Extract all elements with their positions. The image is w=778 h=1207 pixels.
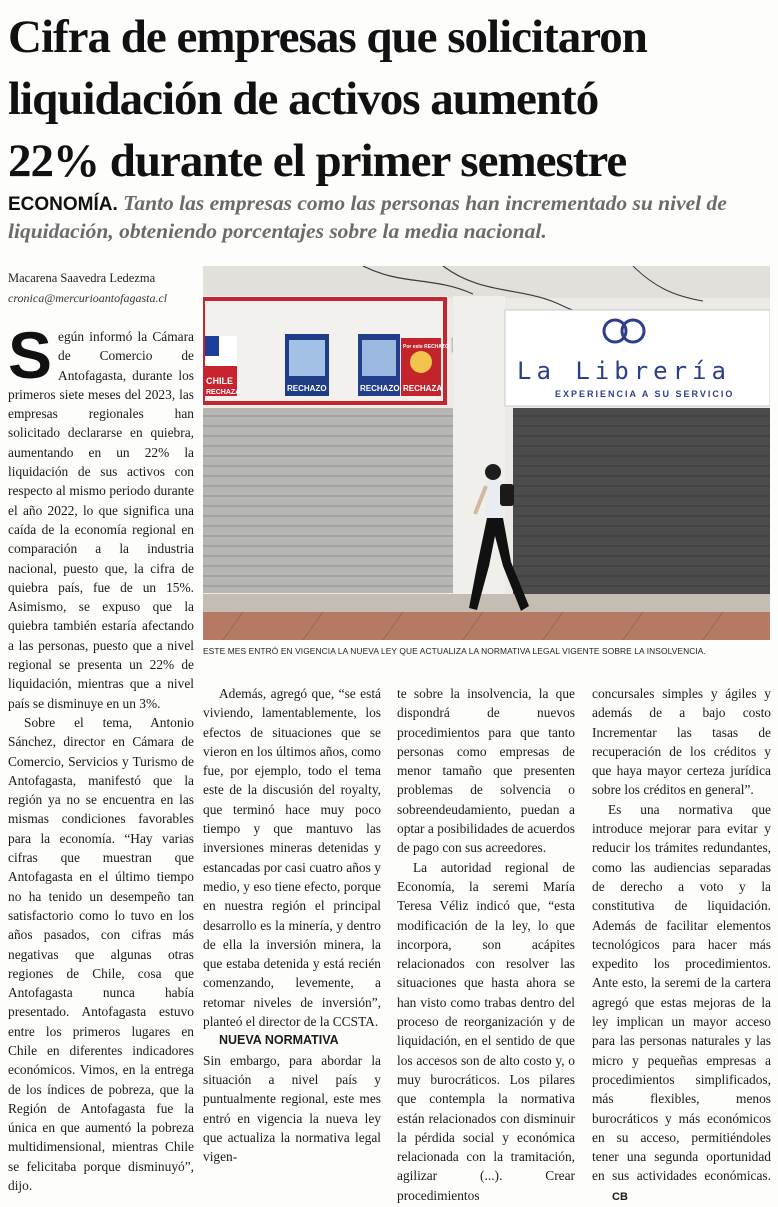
paragraph-6	[592, 800, 771, 1207]
poster-2: RECHAZO	[360, 384, 400, 393]
paragraph-1-text: egún informó la Cámara de Comercio de Antofagasta, durante los primeros siete meses del 2023, las empresas regionales han solicitado declararse en quiebra, aumentando en un 22% la liquidación de sus activos con respecto al mismo periodo durante el año 2022, lo que significa una caída de la economía regional en comparación a la industria nacional, puesto que, la cifra de quiebra país, fue de un 15%. Asimismo, se expuso que la quiebra también estaría afectando a las personas, puesto que a nivel regional se presenta un 22% de liquidación, mientras que a nivel país se disminuye en un 3%.	[8, 329, 194, 711]
paragraph-6-text: Es una normativa que introduce mejorar para evitar y reducir los trámites redundantes, como las audiencias separadas de derecho a voto y la constitutiva de liquidación. Además de facilitar elementos tecnológicos para hacer más expedito los procedimientos. Ante esto, la seremi de la cartera agregó que estas mejoras de la ley implican un mayor acceso para las personas naturales y las micro y pequeñas empresas a procedimientos simplificados, más flexibles, menos burocráticos y más económicos en su acceso, permitiéndoles tener una segunda oportunidad en sus actividades económicas.	[592, 801, 771, 1184]
end-mark: CB	[612, 1190, 628, 1203]
headline: Cifra de empresas que solicitaron liquidación de activos aumentó 22% durante el primer semestre	[8, 11, 647, 187]
byline-email: cronica@mercurioantofagasta.cl	[8, 291, 168, 305]
section-label: ECONOMÍA.	[8, 194, 118, 215]
column-1	[8, 318, 194, 1195]
flag-sub: RECHAZA	[206, 389, 241, 396]
flag-text: CHILE	[206, 376, 233, 386]
paragraph-5b: concursales simples y ágiles y además de a bajo costo Incrementar las tasas de recuperación de los créditos y que haya mayor certeza jurídica sobre los créditos en general”.	[592, 686, 771, 798]
store-tagline: EXPERIENCIA A SU SERVICIO	[555, 389, 735, 399]
deck-summary: Tanto las empresas como las personas han incrementado su nivel de liquidación, obteniendo porcentajes sobre la media nacional.	[8, 191, 727, 243]
paragraph-2: Sobre el tema, Antonio Sánchez, director en Cámara de Comercio, Servicios y Turismo de Antofagasta, manifestó que la región ya no se encuentra en las mismas condiciones favorables para la economía. “Hay varias cifras que muestran que Antofagasta en el último tiempo no ha tenido un desempeño tan satisfactorio como lo tuvo en los años pasados, con cifras más negativas que algunas otras regiones de Chile, cosa que Antofagasta nunca había presentado. Antofagasta estuvo entre los primeros lugares en Chile en diferentes indicadores económicos. Vimos, en la entrega de los índices de pobreza, que la Región de Antofagasta fue la única en que aumentó la pobreza multidimensional, mientras Chile se felicitaba porque disminuyó”, dijo.	[8, 714, 194, 1194]
poster-3: RECHAZA	[403, 384, 443, 393]
photo-caption: ESTE MES ENTRÓ EN VIGENCIA LA NUEVA LEY QUE ACTUALIZA LA NORMATIVA LEGAL VIGENTE SOBRE LA INSOLVENCIA.	[203, 646, 706, 656]
paragraph-3: Además, agregó que, “se está viviendo, lamentablemente, los efectos de situaciones que se vieron en los últimos años, como fue, por ejemplo, todo el tema este de la discusión del royalty, que terminó hace muy poco tiempo y que mantuvo las inversiones mineras detenidas y estancadas por casi cuatro años y medio, y eso tiene efecto, porque en nuestra región el principal desarrollo es la minería, y dentro de ella la inversión minera, la que estaba detenida y está recién comenzando, levemente, a retomar niveles de inversión”, planteó el director de la CCSTA.	[203, 686, 381, 1030]
byline-author: Macarena Saavedra Ledezma	[8, 271, 156, 285]
column-4	[592, 684, 771, 1207]
photo-scene	[203, 266, 770, 640]
news-photo	[203, 266, 770, 640]
dropcap: S	[8, 318, 53, 392]
deck	[8, 190, 774, 244]
column-2	[203, 684, 381, 1166]
store-sign: La Librería	[517, 357, 731, 385]
column-3	[397, 684, 575, 1205]
paragraph-4a: Sin embargo, para abordar la situación a nivel país y puntualmente regional, este mes entró en vigencia la nueva ley que actualiza la normativa legal vigen-	[203, 1052, 381, 1165]
subheading: NUEVA NORMATIVA	[219, 1033, 339, 1048]
paragraph-1	[8, 318, 194, 713]
paragraph-4b: te sobre la insolvencia, la que dispondrá de nuevos procedimientos para que tanto personas como empresas de menor tamaño que presenten problemas de solvencia o sobreendeudamiento, puedan a optar a posibilidades de acuerdos de pago con sus acreedores.	[397, 686, 575, 856]
poster-4: Por este RECHAZO	[403, 344, 449, 350]
paragraph-5: La autoridad regional de Economía, la seremi María Teresa Véliz indicó que, “esta modificación de la ley, lo que incorpora, son acápites relacionados con resolver las situaciones que hasta ahora se han visto como trabas dentro del proceso de reorganización y de liquidación, en el sentido de que los accesos son de alto costo y, o muy burocráticos. Los pilares que contempla la normativa están relacionados con disminuir la pérdida social y económica relacionada con la tramitación, agilizar (...). Crear procedimientos	[397, 859, 575, 1203]
poster-1: RECHAZO	[287, 384, 327, 393]
